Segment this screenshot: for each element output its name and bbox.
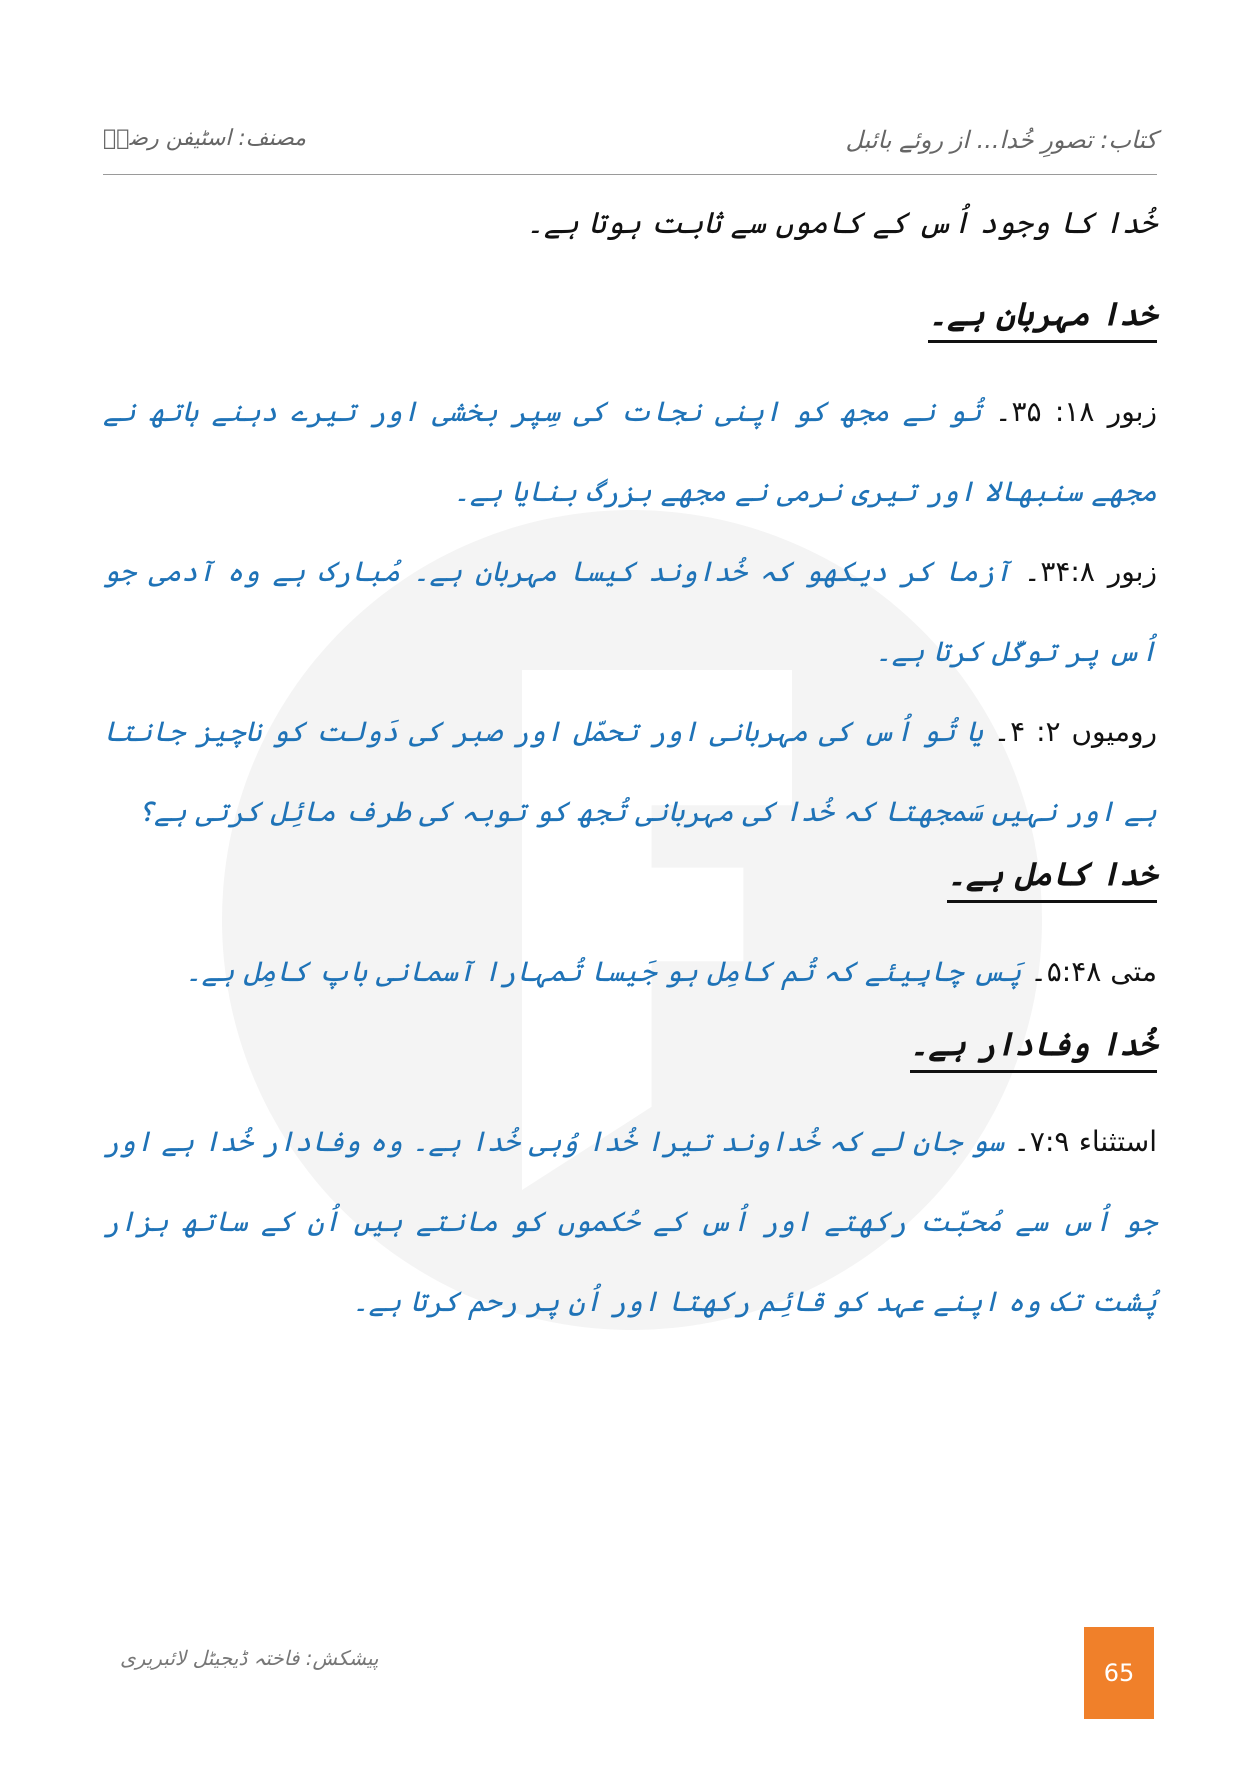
book-title: کتاب: تصورِ خُدا... از روئے بائبل <box>845 126 1157 154</box>
page-content <box>103 196 1157 1342</box>
verse-reference: رومیوں ۲: ۴۔ <box>993 715 1157 748</box>
verse-matti-5 <box>103 932 1157 1022</box>
section-kaamil <box>103 852 1157 932</box>
intro-line: خُدا کا وجود اُس کے کاموں سے ثابت ہوتا ہے۔ <box>526 206 1157 241</box>
section-heading: خدا مہربان ہے۔ <box>928 292 1157 343</box>
verse-text: آزما کر دیکھو کہ خُداوند کیسا مہربان ہے۔ مُبارک ہے وہ آدمی جو اُس پر توکّل کرتا ہے۔ <box>103 555 1157 668</box>
verse-istisna-7 <box>103 1102 1157 1342</box>
verse-text: یا تُو اُس کی مہربانی اور تحمّل اور صبر کی دَولت کو ناچیز جانتا ہے اور نہیں سَمجھتا کہ خُدا کی مہربانی تُجھ کو توبہ کی طرف مائِل کرتی ہے؟ <box>103 715 1157 828</box>
verse-text: پَس چاہِیئے کہ تُم کامِل ہو جَیسا تُمہارا آسمانی باپ کامِل ہے۔ <box>185 955 1022 988</box>
section-mehrban <box>103 292 1157 372</box>
verse-text: سو جان لے کہ خُداوند تیرا خُدا وُہی خُدا ہے۔ وہ وفادار خُدا ہے اور جو اُس سے مُحبّت رکھتے اور اُس کے حُکموں کو مانتے ہیں اُن کے ساتھ ہزار پُشت تک وہ اپنے عہد کو قائِم رکھتا اور اُن پر رحم کرتا ہے۔ <box>103 1125 1157 1318</box>
verse-reference: زبور ۳۴:۸۔ <box>1023 555 1157 588</box>
verse-reference: زبور ۱۸: ۳۵۔ <box>995 395 1157 428</box>
page-number-badge: 65 <box>1084 1627 1154 1719</box>
verse-zaboor-34 <box>103 532 1157 692</box>
author-name: مصنف: اسٹیفن رضاؔ <box>103 126 307 151</box>
verse-text: تُو نے مجھ کو اپنی نجات کی سِپر بخشی اور تیرے دہنے ہاتھ نے مجھے سنبھالا اور تیری نرمی نے مجھے بزرگ بنایا ہے۔ <box>103 395 1157 508</box>
verse-reference: استثناء ۷:۹۔ <box>1013 1125 1157 1158</box>
section-heading: خُدا وفادار ہے۔ <box>910 1022 1157 1073</box>
page-header <box>103 118 1157 175</box>
section-wafadar <box>103 1022 1157 1102</box>
section-heading: خدا کامل ہے۔ <box>947 852 1157 903</box>
verse-reference: متی ۵:۴۸۔ <box>1030 955 1157 988</box>
footer-credit: پیشکش: فاختہ ڈیجیٹل لائبریری <box>120 1646 379 1670</box>
verse-romiyon-2 <box>103 692 1157 852</box>
verse-zaboor-18 <box>103 372 1157 532</box>
